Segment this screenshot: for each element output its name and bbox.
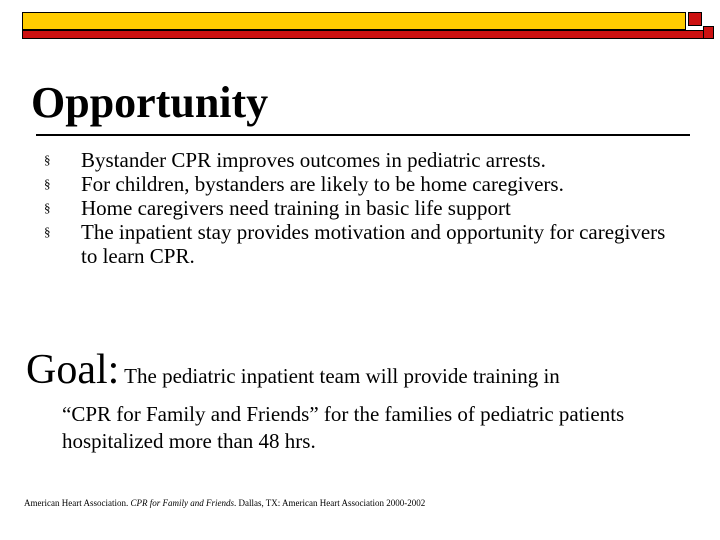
bullet-item <box>44 148 684 172</box>
goal-text-continued: “CPR for Family and Friends” for the families of pediatric patients hospitalized more than 48 hrs. <box>62 402 625 453</box>
section-sign-bullet-icon: § <box>44 152 51 167</box>
citation <box>24 497 425 509</box>
goal-text-first: The pediatric inpatient team will provide training in <box>119 364 560 388</box>
bullet-text: Bystander CPR improves outcomes in pediatric arrests. <box>81 148 546 172</box>
citation-suffix: . Dallas, TX: American Heart Association 2000-2002 <box>233 498 426 508</box>
section-sign-bullet-icon: § <box>44 200 51 215</box>
goal-label: Goal: <box>26 347 120 393</box>
title-underline-rule <box>36 134 690 136</box>
goal-first-line <box>26 347 676 399</box>
bullet-text: Home caregivers need training in basic life support <box>81 196 511 220</box>
banner-yellow-bar <box>22 12 686 30</box>
bullet-text: For children, bystanders are likely to be home caregivers. <box>81 172 564 196</box>
bullet-list <box>44 148 684 268</box>
banner-red-bar <box>22 30 714 39</box>
banner-corner-square-bottom <box>703 26 714 39</box>
goal-statement <box>26 347 676 455</box>
section-sign-bullet-icon: § <box>44 224 51 239</box>
citation-title: CPR for Family and Friends <box>130 498 234 508</box>
bullet-item <box>44 220 684 268</box>
section-sign-bullet-icon: § <box>44 176 51 191</box>
bullet-item <box>44 196 684 220</box>
bullet-item <box>44 172 684 196</box>
banner-corner-square-top <box>688 12 702 26</box>
slide-title: Opportunity <box>31 78 269 127</box>
citation-prefix: American Heart Association. <box>24 498 131 508</box>
bullet-text: The inpatient stay provides motivation and opportunity for caregivers to learn CPR. <box>81 220 666 268</box>
